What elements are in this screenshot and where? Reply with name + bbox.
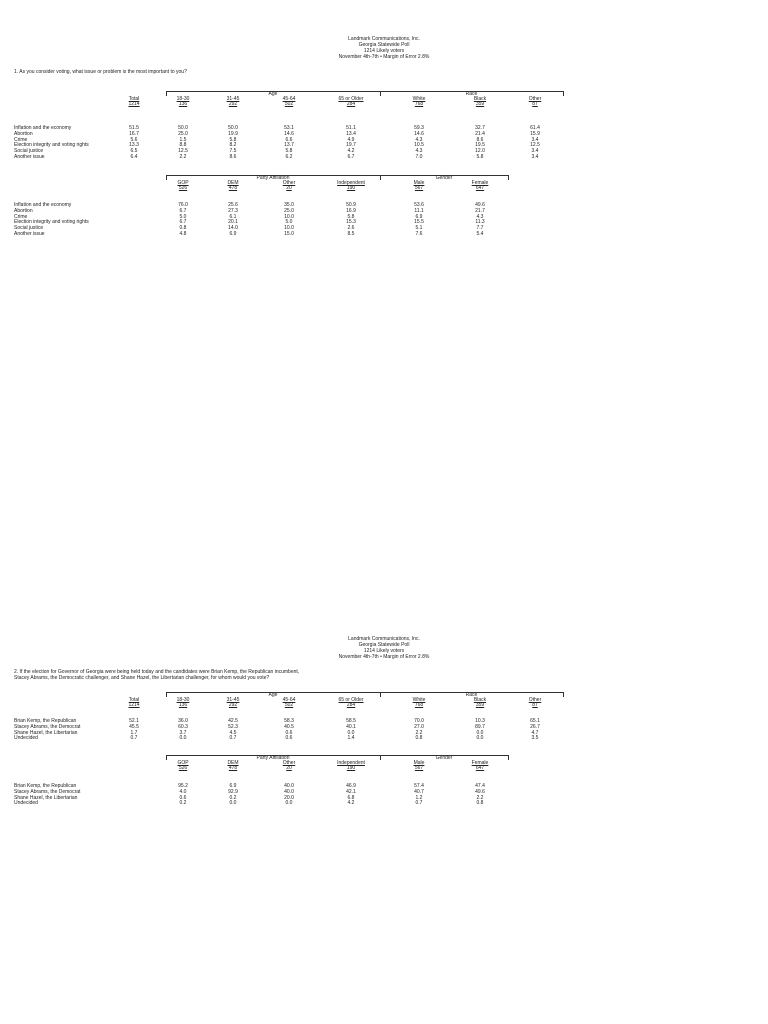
column-name: Male	[413, 760, 425, 766]
column-name: 18-30	[176, 697, 190, 703]
table-cell: 6.6	[285, 136, 293, 143]
table-cell: 26.7	[530, 723, 540, 730]
table-cell: 42.5	[228, 718, 238, 724]
header-line: 1214 Likely voters	[363, 648, 405, 654]
column-count: 190	[346, 765, 356, 771]
column-header	[259, 761, 319, 771]
column-header	[203, 97, 263, 107]
table-cell: 92.9	[228, 788, 238, 795]
column-count: 292	[228, 702, 238, 708]
column-header	[321, 181, 381, 191]
table-cell: 2.2	[415, 729, 423, 736]
table-cell: 35.0	[284, 202, 294, 208]
column-name: Other	[282, 760, 296, 766]
table-cell: 57.4	[414, 783, 424, 789]
table-cell: 5.8	[229, 136, 237, 143]
column-count: 87	[532, 101, 538, 107]
table-cell: 4.2	[347, 800, 355, 807]
table-cell: 7.0	[415, 154, 423, 160]
table-cell: 40.0	[284, 783, 294, 789]
header-line: Georgia Statewide Poll	[358, 642, 410, 648]
table-cell: 53.1	[284, 125, 294, 131]
column-count: 1214	[128, 101, 140, 107]
table-cell: 5.8	[285, 148, 293, 155]
table-cell: 6.9	[415, 213, 423, 220]
column-count: 284	[346, 101, 356, 107]
table-cell: 0.6	[285, 735, 293, 742]
table-cell: 10.5	[414, 142, 424, 149]
table-cell: 13.3	[129, 142, 139, 149]
column-name: Female	[471, 180, 489, 186]
table-cell: 40.7	[414, 788, 424, 795]
table-cell: 21.4	[475, 130, 485, 137]
table-cell: 12.5	[178, 148, 188, 155]
table-cell: 13.7	[284, 142, 294, 149]
column-name: DEM	[227, 180, 239, 186]
column-header	[389, 698, 449, 708]
table-cell: 15.9	[530, 130, 540, 137]
table-cell: 12.5	[530, 142, 540, 149]
column-count: 502	[284, 101, 294, 107]
group-label: Age	[268, 692, 278, 698]
column-name: Black	[473, 697, 487, 703]
table-cell: 4.8	[179, 231, 187, 237]
table-cell: 0.0	[285, 800, 293, 807]
table-cell: 95.2	[178, 783, 188, 789]
table-cell: 2.6	[347, 225, 355, 232]
table-cell: 0.8	[179, 225, 187, 232]
table-cell: 0.0	[179, 735, 187, 742]
header-line: Landmark Communications, Inc.	[348, 636, 420, 642]
column-count: 136	[178, 702, 188, 708]
column-header	[450, 698, 510, 708]
row-label: Stacey Abrams, the Democrat	[14, 788, 81, 795]
table-cell: 51.5	[129, 125, 139, 131]
table-cell: 0.2	[229, 794, 237, 801]
column-count: 478	[228, 765, 238, 771]
column-name: White	[412, 96, 426, 102]
column-name: Independent	[337, 760, 365, 766]
table-cell: 0.0	[229, 800, 237, 807]
column-header	[389, 97, 449, 107]
column-count: 567	[414, 185, 424, 191]
table-cell: 50.9	[346, 202, 356, 208]
table-cell: 10.0	[284, 213, 294, 220]
row-label: Inflation and the economy	[14, 125, 72, 131]
column-name: Female	[471, 760, 489, 766]
table-cell: 3.7	[179, 729, 187, 736]
table-cell: 0.7	[130, 735, 138, 742]
table-cell: 27.0	[414, 723, 424, 730]
table-cell: 20.1	[228, 219, 238, 226]
column-name: 65 or Older	[338, 96, 364, 102]
column-header	[321, 761, 381, 771]
column-name: 31-45	[226, 96, 240, 102]
table-cell: 16.7	[129, 130, 139, 137]
table-cell: 4.2	[347, 148, 355, 155]
table-cell: 0.7	[415, 800, 423, 807]
row-label: Shane Hazel, the Libertarian	[14, 794, 78, 801]
table-cell: 0.8	[415, 735, 423, 742]
group-label: Age	[268, 91, 278, 97]
column-count: 647	[475, 765, 485, 771]
table-cell: 46.9	[346, 783, 356, 789]
column-count: 478	[228, 185, 238, 191]
column-count: 292	[228, 101, 238, 107]
table-cell: 8.6	[476, 136, 484, 143]
column-header	[259, 698, 319, 708]
table-cell: 8.6	[229, 154, 237, 160]
column-count: 768	[414, 702, 424, 708]
column-count: 359	[475, 101, 485, 107]
table-cell: 5.0	[179, 213, 187, 220]
group-label: Race	[465, 692, 478, 698]
table-cell: 14.0	[228, 225, 238, 232]
group-divider	[563, 91, 564, 96]
table-cell: 14.6	[284, 130, 294, 137]
group-label: Race	[465, 91, 478, 97]
row-label: Crime	[14, 136, 28, 143]
table-cell: 4.0	[179, 788, 187, 795]
table-cell: 19.9	[228, 130, 238, 137]
table-cell: 61.4	[530, 125, 540, 131]
table-cell: 4.3	[415, 148, 423, 155]
table-row	[0, 735, 768, 741]
column-name: Other	[528, 697, 542, 703]
table-cell: 59.3	[414, 125, 424, 131]
table-cell: 15.0	[284, 231, 294, 237]
table-cell: 0.6	[179, 794, 187, 801]
row-label: Election integrity and voting rights	[14, 142, 89, 149]
table-cell: 4.7	[531, 729, 539, 736]
column-header	[389, 181, 449, 191]
column-header	[389, 761, 449, 771]
table-cell: 27.3	[228, 207, 238, 214]
table-cell: 11.1	[414, 207, 424, 214]
table-cell: 36.0	[178, 718, 188, 724]
table-cell: 52.3	[228, 723, 238, 730]
table-cell: 19.5	[475, 142, 485, 149]
table-cell: 76.0	[178, 202, 188, 208]
column-header	[259, 97, 319, 107]
table-cell: 6.5	[130, 148, 138, 155]
table-cell: 3.4	[531, 154, 539, 160]
table-row	[0, 800, 768, 806]
table-cell: 15.3	[346, 219, 356, 226]
table-row	[0, 231, 768, 237]
table-cell: 19.7	[346, 142, 356, 149]
column-name: 18-30	[176, 96, 190, 102]
row-label: Shane Hazel, the Libertarian	[14, 729, 78, 736]
column-name: Independent	[337, 180, 365, 186]
group-divider	[508, 175, 509, 180]
table-cell: 45.5	[129, 723, 139, 730]
column-name: White	[412, 697, 426, 703]
column-name: Male	[413, 180, 425, 186]
column-header	[321, 97, 381, 107]
table-cell: 1.5	[179, 136, 187, 143]
column-count: 190	[346, 185, 356, 191]
row-label: Brian Kemp, the Republican	[14, 718, 77, 724]
table-cell: 5.1	[415, 225, 423, 232]
table-cell: 0.0	[476, 729, 484, 736]
group-divider	[563, 692, 564, 697]
table-cell: 3.4	[531, 136, 539, 143]
table-cell: 58.5	[346, 718, 356, 724]
table-cell: 10.0	[284, 225, 294, 232]
table-cell: 7.6	[415, 231, 423, 237]
column-header	[321, 698, 381, 708]
column-count: 567	[414, 765, 424, 771]
table-cell: 25.0	[178, 130, 188, 137]
table-cell: 6.8	[347, 794, 355, 801]
table-cell: 4.3	[476, 213, 484, 220]
column-count: 20	[286, 185, 292, 191]
header-line: 1214 Likely voters	[363, 48, 405, 54]
table-cell: 6.7	[179, 207, 187, 214]
question-line: 1. As you consider voting, what issue or problem is the most important to you?	[14, 69, 187, 75]
table-cell: 6.9	[229, 231, 237, 237]
table-cell: 49.6	[475, 788, 485, 795]
group-divider	[508, 755, 509, 760]
table-cell: 32.7	[475, 125, 485, 131]
column-name: GOP	[177, 760, 189, 766]
question-text	[14, 670, 299, 681]
table-cell: 8.8	[179, 142, 187, 149]
column-header	[203, 761, 263, 771]
column-name: DEM	[227, 760, 239, 766]
table-cell: 40.1	[346, 723, 356, 730]
group-label: Party Affiliation	[256, 755, 290, 761]
header-line: Landmark Communications, Inc.	[348, 36, 420, 42]
column-header	[203, 698, 263, 708]
table-cell: 25.6	[228, 202, 238, 208]
table-cell: 0.6	[285, 729, 293, 736]
column-name: 45-64	[282, 697, 296, 703]
row-label: Social justice	[14, 225, 44, 232]
column-name: Total	[128, 697, 140, 703]
row-label: Another issue	[14, 154, 45, 160]
table-cell: 16.9	[346, 207, 356, 214]
table-row	[0, 154, 768, 160]
table-cell: 52.1	[129, 718, 139, 724]
table-cell: 5.6	[130, 136, 138, 143]
table-cell: 3.5	[531, 735, 539, 742]
table-cell: 12.0	[475, 148, 485, 155]
table-cell: 60.3	[178, 723, 188, 730]
column-count: 526	[178, 765, 188, 771]
column-count: 526	[178, 185, 188, 191]
row-label: Social justice	[14, 148, 44, 155]
table-cell: 15.5	[414, 219, 424, 226]
table-cell: 20.0	[284, 794, 294, 801]
column-name: Black	[473, 96, 487, 102]
table-cell: 65.1	[530, 718, 540, 724]
table-cell: 0.7	[229, 735, 237, 742]
column-name: Other	[282, 180, 296, 186]
column-header	[450, 181, 510, 191]
table-cell: 21.7	[475, 207, 485, 214]
table-cell: 2.2	[179, 154, 187, 160]
table-cell: 6.7	[347, 154, 355, 160]
column-count: 1214	[128, 702, 140, 708]
table-cell: 53.6	[414, 202, 424, 208]
table-cell: 8.2	[229, 142, 237, 149]
table-cell: 50.0	[228, 125, 238, 131]
table-cell: 1.2	[415, 794, 423, 801]
column-name: Total	[128, 96, 140, 102]
table-cell: 10.3	[475, 718, 485, 724]
table-cell: 2.2	[476, 794, 484, 801]
column-count: 284	[346, 702, 356, 708]
column-count: 20	[286, 765, 292, 771]
column-name: 65 or Older	[338, 697, 364, 703]
group-label: Party Affiliation	[256, 175, 290, 181]
column-count: 768	[414, 101, 424, 107]
table-cell: 49.6	[475, 202, 485, 208]
row-label: Inflation and the economy	[14, 202, 72, 208]
table-cell: 5.8	[476, 154, 484, 160]
group-label: Gender	[435, 755, 453, 761]
header-line: Georgia Statewide Poll	[358, 42, 410, 48]
table-cell: 6.1	[229, 213, 237, 220]
table-cell: 25.0	[284, 207, 294, 214]
column-count: 136	[178, 101, 188, 107]
poll-header	[0, 36, 768, 60]
column-header	[505, 698, 565, 708]
row-label: Brian Kemp, the Republican	[14, 783, 77, 789]
table-cell: 50.0	[178, 125, 188, 131]
row-label: Another issue	[14, 231, 45, 237]
table-cell: 40.0	[284, 788, 294, 795]
row-label: Undecided	[14, 800, 38, 807]
column-header	[450, 761, 510, 771]
column-count: 359	[475, 702, 485, 708]
table-cell: 6.7	[179, 219, 187, 226]
column-count: 87	[532, 702, 538, 708]
table-cell: 8.5	[347, 231, 355, 237]
column-header	[259, 181, 319, 191]
question-line: 2. If the election for Governor of Georgia were being held today and the candidates were Brian Kemp, the Republican incumbent,	[14, 669, 300, 675]
row-label: Undecided	[14, 735, 38, 742]
table-cell: 0.8	[476, 800, 484, 807]
column-header	[505, 97, 565, 107]
table-cell: 47.4	[475, 783, 485, 789]
table-cell: 0.2	[179, 800, 187, 807]
row-label: Abortion	[14, 207, 33, 214]
table-cell: 4.5	[229, 729, 237, 736]
table-cell: 4.9	[347, 136, 355, 143]
column-count: 647	[475, 185, 485, 191]
table-cell: 40.5	[284, 723, 294, 730]
row-label: Stacey Abrams, the Democrat	[14, 723, 81, 730]
column-name: GOP	[177, 180, 189, 186]
table-cell: 4.3	[415, 136, 423, 143]
header-line: November 4th-7th • Margin of Error 2.8%	[338, 654, 430, 660]
table-cell: 6.9	[229, 783, 237, 789]
column-header	[203, 181, 263, 191]
table-cell: 7.7	[476, 225, 484, 232]
table-cell: 6.2	[285, 154, 293, 160]
header-line: November 4th-7th • Margin of Error 2.8%	[338, 54, 430, 60]
table-cell: 1.7	[130, 729, 138, 736]
table-cell: 13.4	[346, 130, 356, 137]
table-cell: 70.0	[414, 718, 424, 724]
table-cell: 42.1	[346, 788, 356, 795]
poll-header	[0, 636, 768, 660]
row-label: Election integrity and voting rights	[14, 219, 89, 226]
table-cell: 5.4	[476, 231, 484, 237]
table-cell: 5.8	[347, 213, 355, 220]
column-name: 31-45	[226, 697, 240, 703]
table-cell: 58.3	[284, 718, 294, 724]
row-label: Crime	[14, 213, 28, 220]
question-line: Stacey Abrams, the Democratic challenger, and Shane Hazel, the Libertarian challenger, for whom would you vote?	[14, 674, 270, 681]
column-header	[450, 97, 510, 107]
table-cell: 5.0	[285, 219, 293, 226]
table-cell: 3.4	[531, 148, 539, 155]
table-cell: 0.0	[476, 735, 484, 742]
table-cell: 14.6	[414, 130, 424, 137]
table-cell: 51.1	[346, 125, 356, 131]
column-name: 45-64	[282, 96, 296, 102]
column-count: 502	[284, 702, 294, 708]
table-cell: 89.7	[475, 723, 485, 730]
column-name: Other	[528, 96, 542, 102]
row-label: Abortion	[14, 130, 33, 137]
table-cell: 6.4	[130, 154, 138, 160]
table-cell: 1.4	[347, 735, 355, 742]
table-cell: 0.0	[347, 729, 355, 736]
table-cell: 11.3	[475, 219, 485, 226]
question-text	[14, 70, 187, 76]
group-label: Gender	[435, 175, 453, 181]
table-cell: 7.5	[229, 148, 237, 155]
